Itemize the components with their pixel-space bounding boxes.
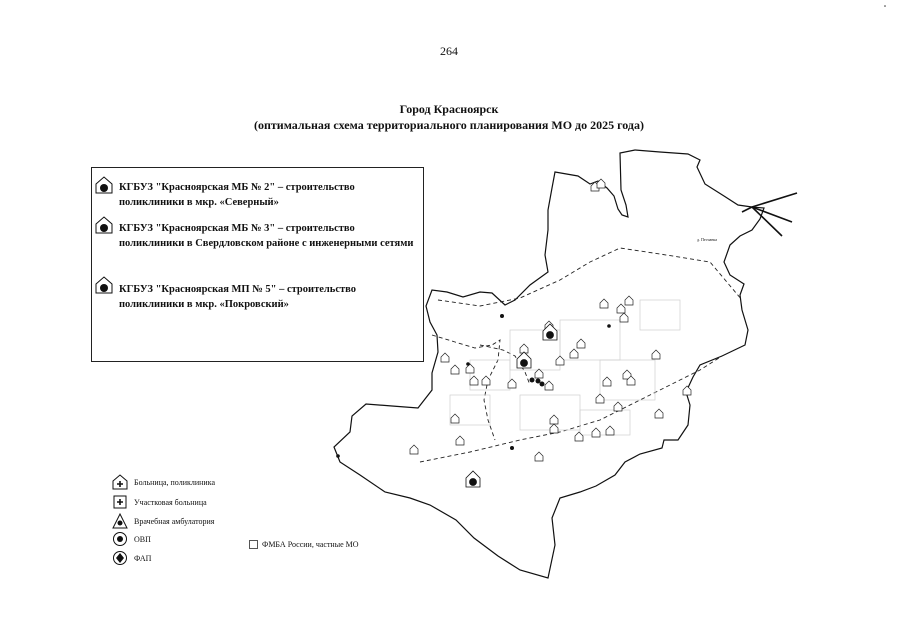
key-label: Участковая больница (134, 497, 207, 507)
key-row-ovp (112, 531, 151, 547)
legend-item-text: КГБУЗ "Красноярская МП № 5" – строительство поликлиники в мкр. «Покровский» (119, 284, 356, 310)
hospital-plus-icon (95, 276, 113, 294)
key-row-hospital (112, 474, 215, 490)
urban-area (450, 300, 680, 435)
legend-item-text: КГБУЗ "Красноярская МБ № 2" – строительство поликлиники в мкр. «Северный» (119, 182, 355, 208)
road-lines (742, 193, 797, 236)
page-number: 264 (440, 44, 458, 58)
hospital-plus-icon (95, 176, 113, 194)
district-hospital-icon (112, 494, 128, 510)
facility-markers (410, 179, 691, 461)
key-row-district (112, 494, 207, 510)
hospital-house-icon (112, 474, 128, 490)
fmba-square-icon (249, 540, 258, 549)
key-label: Врачебная амбулатория (134, 516, 215, 526)
ovp-circle-icon (112, 531, 128, 547)
district-lines (420, 248, 742, 462)
project-legend (91, 167, 424, 362)
fmba-key (249, 540, 359, 549)
title-line-1: Город Красноярск (399, 102, 499, 116)
key-row-ambulatory (112, 513, 214, 529)
new-clinic-markers (466, 324, 557, 487)
legend-item-text: КГБУЗ "Красноярская МБ № 3" – строительство поликлиники в Свердловском районе с инженерными сетями (119, 223, 414, 249)
hospital-plus-icon (95, 216, 113, 234)
key-label: ФАП (134, 553, 152, 563)
title-line-2: (оптимальная схема территориального планирования МО до 2025 года) (254, 118, 644, 132)
key-row-fap (112, 550, 151, 566)
key-label: ОВП (134, 534, 151, 544)
fmba-label: ФМБА России, частные МО (262, 540, 359, 549)
ambulatory-triangle-icon (112, 513, 128, 529)
village-label: д. Песчанка (697, 237, 718, 242)
key-label: Больница, поликлиника (134, 477, 216, 487)
fap-diamond-icon (112, 550, 128, 566)
